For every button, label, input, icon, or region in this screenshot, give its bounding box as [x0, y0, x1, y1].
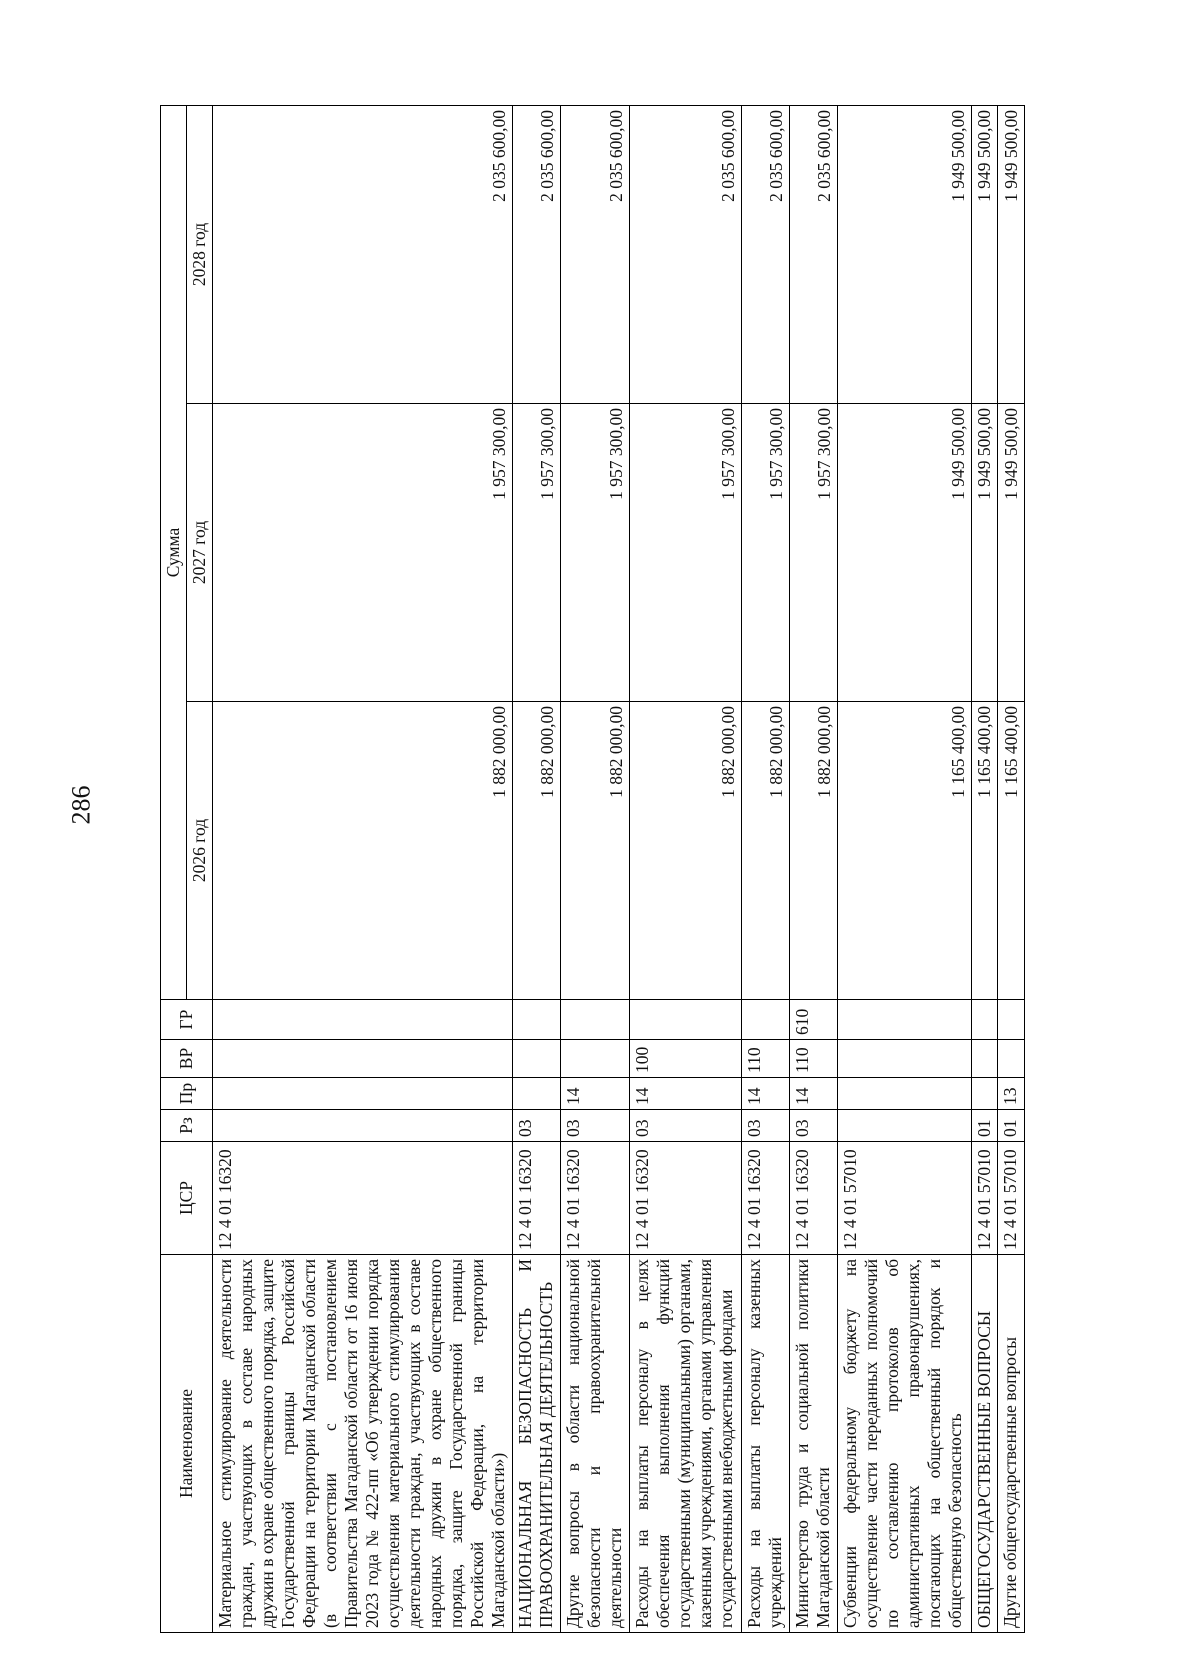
row-rz: 03	[742, 1110, 790, 1142]
row-csr: 12 4 01 16320	[790, 1142, 838, 1255]
row-2026: 1 882 000,00	[630, 702, 742, 1000]
header-csr: ЦСР	[161, 1142, 213, 1255]
table-row	[630, 105, 742, 1632]
page-number: 286	[66, 785, 96, 825]
row-vr	[971, 1040, 998, 1078]
budget-table-rotated	[160, 106, 1025, 1633]
row-2028: 2 035 600,00	[213, 105, 513, 403]
table-row	[838, 105, 972, 1632]
row-rz: 03	[513, 1110, 561, 1142]
table-row	[742, 105, 790, 1632]
row-rz	[838, 1110, 972, 1142]
row-gr	[998, 1000, 1025, 1040]
row-vr	[998, 1040, 1025, 1078]
row-name: Расходы на выплаты персоналу в целях обеспечения выполнения функций государственными (муниципальными) органами, казенными учреждениями, органами управления государственными внебюджетными фондами	[630, 1255, 742, 1633]
row-2026: 1 882 000,00	[742, 702, 790, 1000]
row-pr: 13	[998, 1078, 1025, 1110]
row-2027: 1 957 300,00	[560, 404, 629, 702]
row-rz: 03	[560, 1110, 629, 1142]
row-2028: 2 035 600,00	[630, 105, 742, 403]
header-2026: 2026 год	[187, 702, 213, 1000]
row-gr	[560, 1000, 629, 1040]
row-2027: 1 957 300,00	[213, 404, 513, 702]
row-csr: 12 4 01 57010	[971, 1142, 998, 1255]
header-2027: 2027 год	[187, 404, 213, 702]
table-row	[513, 105, 561, 1632]
row-vr: 100	[630, 1040, 742, 1078]
row-pr	[513, 1078, 561, 1110]
row-pr: 14	[630, 1078, 742, 1110]
table-row	[560, 105, 629, 1632]
row-gr	[630, 1000, 742, 1040]
header-sum: Сумма	[161, 105, 187, 999]
row-csr: 12 4 01 16320	[513, 1142, 561, 1255]
row-2028: 1 949 500,00	[998, 105, 1025, 403]
table-row	[971, 105, 998, 1632]
row-gr	[971, 1000, 998, 1040]
row-2027: 1 949 500,00	[971, 404, 998, 702]
row-name: НАЦИОНАЛЬНАЯ БЕЗОПАСНОСТЬ И ПРАВООХРАНИТЕЛЬНАЯ ДЕЯТЕЛЬНОСТЬ	[513, 1255, 561, 1633]
row-name: Субвенции федеральному бюджету на осуществление части переданных полномочий по составлению протоколов об административных правонарушениях, посягающих на общественный порядок и общественную безопасность	[838, 1255, 972, 1633]
header-2028: 2028 год	[187, 105, 213, 403]
row-pr: 14	[560, 1078, 629, 1110]
row-2028: 2 035 600,00	[742, 105, 790, 403]
budget-table	[160, 105, 1025, 1633]
row-pr	[838, 1078, 972, 1110]
row-rz: 01	[998, 1110, 1025, 1142]
header-gr: ГР	[161, 1000, 213, 1040]
row-2027: 1 957 300,00	[630, 404, 742, 702]
row-name: Другие общегосударственные вопросы	[998, 1255, 1025, 1633]
row-2028: 2 035 600,00	[560, 105, 629, 403]
row-pr: 14	[790, 1078, 838, 1110]
row-csr: 12 4 01 16320	[560, 1142, 629, 1255]
row-2027: 1 957 300,00	[742, 404, 790, 702]
row-vr	[838, 1040, 972, 1078]
row-name: Министерство труда и социальной политики Магаданской области	[790, 1255, 838, 1633]
row-csr: 12 4 01 57010	[998, 1142, 1025, 1255]
row-rz: 01	[971, 1110, 998, 1142]
row-vr: 110	[790, 1040, 838, 1078]
header-pr: Пр	[161, 1078, 213, 1110]
row-name: Материальное стимулирование деятельности граждан, участвующих в составе народных дружин в охране общественного порядка, защите Государственной границы Российской Федерации на территории Магаданской области (в соответствии с постановлением Правительства Магаданской области от 16 июня 2023 года № 422-пп «Об утверждении порядка осуществления материального стимулирования деятельности граждан, участвующих в составе народных дружин в охране общественного порядка, защите Государственной границы Российской Федерации, на территории Магаданской области»)	[213, 1255, 513, 1633]
row-vr	[560, 1040, 629, 1078]
row-2026: 1 882 000,00	[213, 702, 513, 1000]
row-vr	[213, 1040, 513, 1078]
row-pr	[213, 1078, 513, 1110]
table-row	[998, 105, 1025, 1632]
row-vr	[513, 1040, 561, 1078]
row-2027: 1 957 300,00	[790, 404, 838, 702]
row-vr: 110	[742, 1040, 790, 1078]
header-vr: ВР	[161, 1040, 213, 1078]
row-2028: 1 949 500,00	[838, 105, 972, 403]
row-rz: 03	[790, 1110, 838, 1142]
row-2026: 1 882 000,00	[513, 702, 561, 1000]
row-2027: 1 957 300,00	[513, 404, 561, 702]
row-pr	[971, 1078, 998, 1110]
table-row	[790, 105, 838, 1632]
row-gr: 610	[790, 1000, 838, 1040]
header-rz: Рз	[161, 1110, 213, 1142]
row-csr: 12 4 01 16320	[213, 1142, 513, 1255]
row-2027: 1 949 500,00	[998, 404, 1025, 702]
row-csr: 12 4 01 16320	[630, 1142, 742, 1255]
row-csr: 12 4 01 57010	[838, 1142, 972, 1255]
row-2026: 1 165 400,00	[838, 702, 972, 1000]
row-name: Расходы на выплаты персоналу казенных учреждений	[742, 1255, 790, 1633]
row-2028: 2 035 600,00	[790, 105, 838, 403]
row-2026: 1 882 000,00	[790, 702, 838, 1000]
row-name: ОБЩЕГОСУДАРСТВЕННЫЕ ВОПРОСЫ	[971, 1255, 998, 1633]
row-csr: 12 4 01 16320	[742, 1142, 790, 1255]
row-2028: 2 035 600,00	[513, 105, 561, 403]
row-gr	[513, 1000, 561, 1040]
table-row	[213, 105, 513, 1632]
row-2026: 1 165 400,00	[971, 702, 998, 1000]
row-gr	[213, 1000, 513, 1040]
row-gr	[838, 1000, 972, 1040]
row-2026: 1 165 400,00	[998, 702, 1025, 1000]
row-2028: 1 949 500,00	[971, 105, 998, 403]
header-row-1	[161, 105, 187, 1632]
row-rz: 03	[630, 1110, 742, 1142]
row-rz	[213, 1110, 513, 1142]
row-gr	[742, 1000, 790, 1040]
row-pr: 14	[742, 1078, 790, 1110]
row-name: Другие вопросы в области национальной безопасности и правоохранительной деятельности	[560, 1255, 629, 1633]
header-name: Наименование	[161, 1255, 213, 1633]
row-2026: 1 882 000,00	[560, 702, 629, 1000]
row-2027: 1 949 500,00	[838, 404, 972, 702]
